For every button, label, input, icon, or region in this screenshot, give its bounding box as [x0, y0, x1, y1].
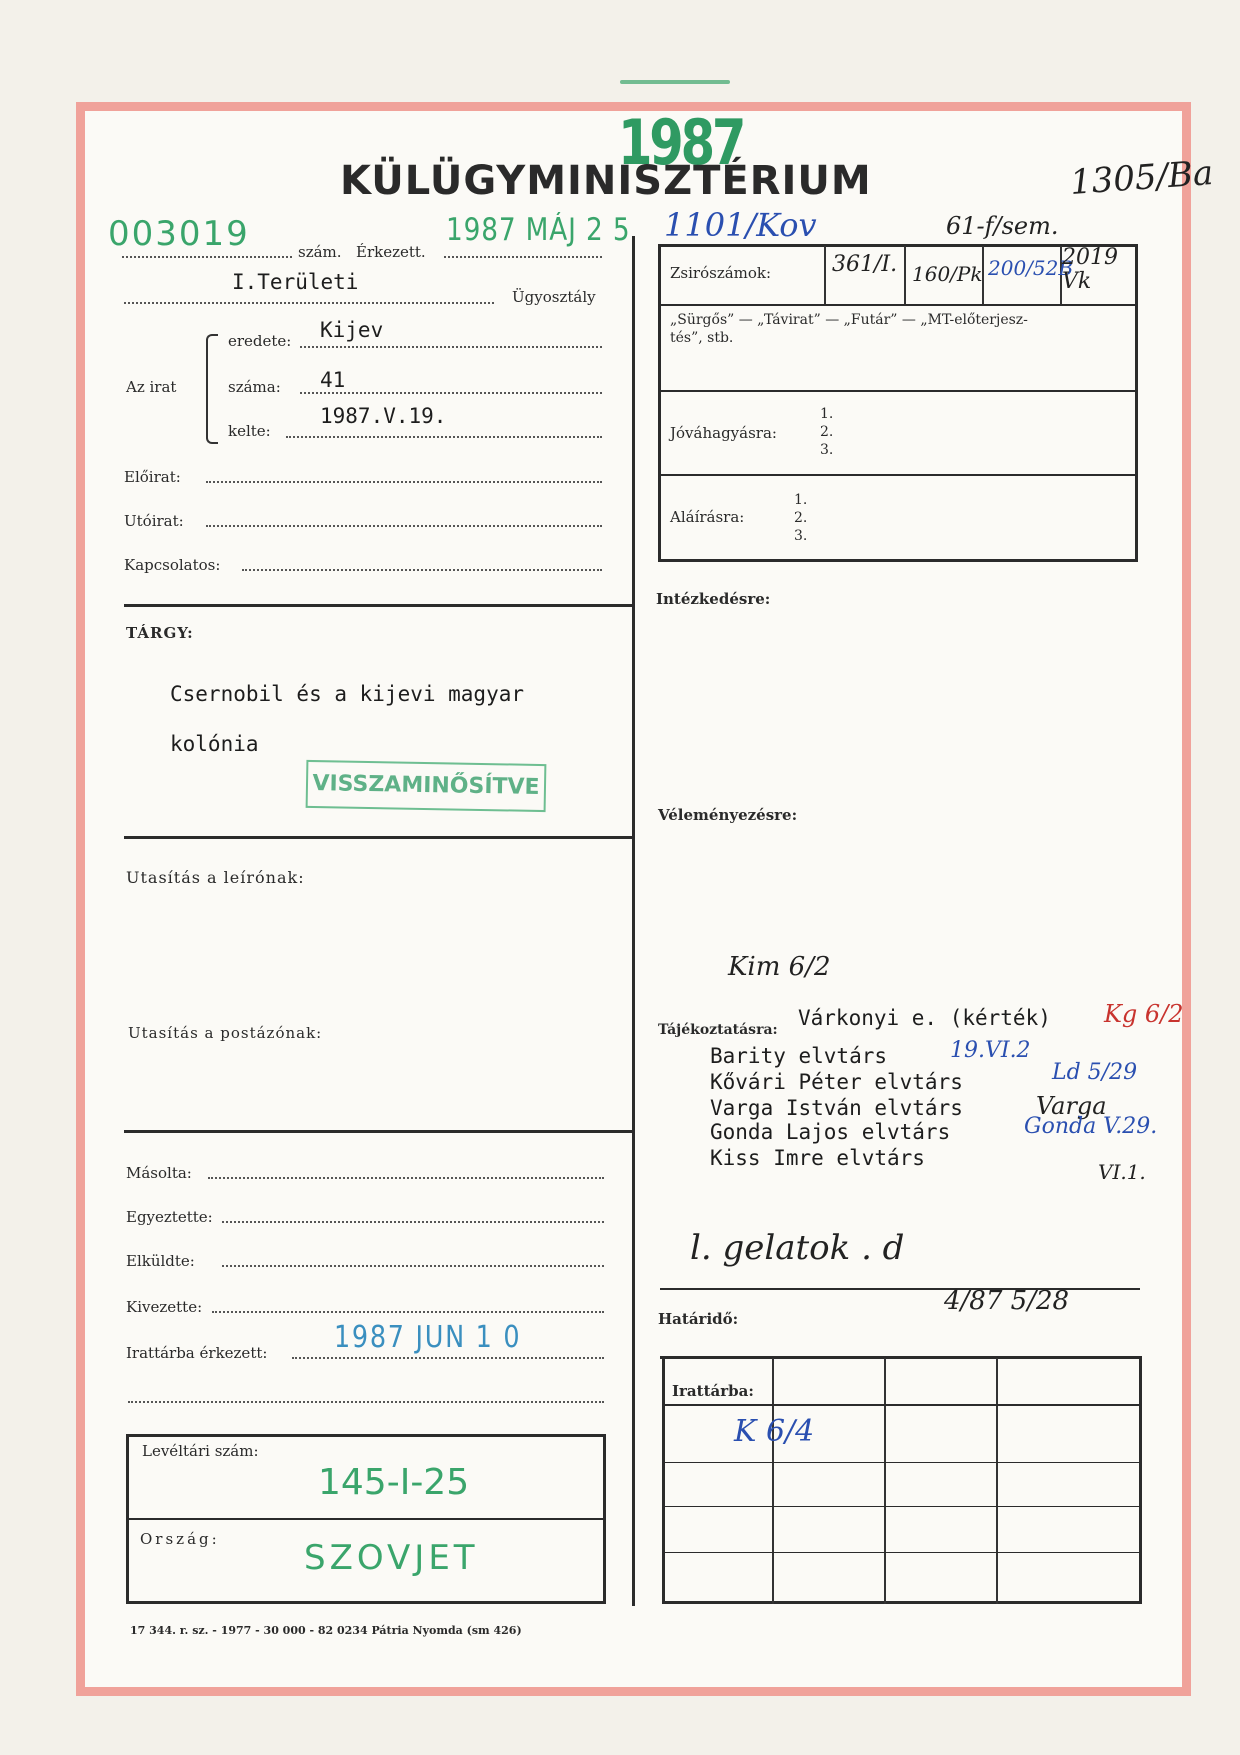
irattarba-row-4 [664, 1552, 1140, 1553]
levéltari-value: 145-I-25 [318, 1462, 470, 1503]
arrival-date-stamp: 1987 MÁJ 2 5 [446, 212, 631, 248]
jovahagy-row-rule [660, 390, 1136, 392]
jovahagyasra-num-1: 1. [820, 406, 834, 422]
eloirat-label: Előirat: [124, 468, 181, 486]
recipient-5-note: Gonda V.29. [1024, 1114, 1158, 1139]
zsiro-cell-divider-2 [904, 246, 906, 304]
eredete-label: eredete: [228, 332, 292, 350]
jovahagyasra-num-3: 3. [820, 442, 834, 458]
orszag-label: Ország: [140, 1530, 220, 1548]
masolta-label: Másolta: [126, 1164, 192, 1182]
top-mark [620, 80, 730, 84]
irattarba-erkezett-label: Irattárba érkezett: [126, 1344, 268, 1362]
elkuldte-dots [222, 1265, 604, 1267]
handwritten-signature: l. gelatok . d [690, 1228, 905, 1268]
handwritten-date: 4/87 5/28 [944, 1286, 1070, 1316]
irattarba-date-stamp: 1987 JUN 1 0 [334, 1320, 522, 1355]
urgency-text-1: „Sürgős” — „Távirat” — „Futár” — „MT-előterjesz- [670, 312, 1028, 328]
velemenyezesre-label: Véleményezésre: [658, 806, 798, 824]
department-label: Ügyosztály [512, 288, 596, 306]
registration-dots [122, 256, 292, 258]
department-value: I.Területi [232, 270, 359, 294]
irattarba-label: Irattárba: [672, 1382, 754, 1400]
subject-line-2: kolónia [170, 732, 259, 756]
zsiro-value-4: 2019 Vk [1062, 245, 1118, 294]
recipient-4-name: Varga István elvtárs [710, 1096, 963, 1120]
az-irat-label: Az irat [126, 378, 177, 396]
utoirat-label: Utóirat: [124, 512, 184, 530]
zsiro-value-1: 361/I. [832, 252, 898, 277]
archive-divider [126, 1518, 606, 1520]
recipient-2-name: Barity elvtárs [710, 1044, 888, 1068]
kivezette-label: Kivezette: [126, 1298, 203, 1316]
declassified-stamp-text: VISSZAMINŐSÍTVE [312, 771, 540, 800]
intezkedesre-label: Intézkedésre: [656, 590, 771, 608]
subject-top-rule [124, 604, 632, 607]
alairas-row-rule [660, 474, 1136, 476]
recipient-2-note: 19.VI.2 [950, 1038, 1031, 1063]
year-stamp: 1987 [618, 106, 744, 179]
levéltari-label: Levéltári szám: [142, 1442, 259, 1460]
handwritten-ref-kov: 1101/Kov [664, 206, 817, 244]
ministry-title: KÜLÜGYMINISZTÉRIUM [340, 158, 872, 204]
tajekoztatasra-label: Tájékoztatásra: [658, 1022, 778, 1038]
utoirat-dots [206, 525, 602, 527]
jovahagyasra-label: Jóváhagyásra: [670, 424, 777, 442]
subject-line-1: Csernobil és a kijevi magyar [170, 682, 525, 706]
orszag-value: SZOVJET [304, 1538, 479, 1578]
recipient-4-note: Varga [1036, 1092, 1107, 1120]
eredete-value: Kijev [320, 318, 384, 342]
zsiro-cell-divider-1 [824, 246, 826, 304]
irattarba-hand-note: K 6/4 [734, 1414, 815, 1449]
subject-bottom-rule [124, 836, 632, 839]
recipient-1-name: Várkonyi e. (kérték) [798, 1006, 1051, 1030]
irattarba-row-3 [664, 1506, 1140, 1507]
zsiro-row-rule [660, 304, 1136, 306]
eloirat-dots [206, 481, 602, 483]
alairasra-label: Aláírásra: [670, 508, 745, 526]
print-info: 17 344. r. sz. - 1977 - 30 000 - 82 0234 Pátria Nyomda (sm 426) [130, 1624, 522, 1637]
recipient-6-note: VI.1. [1098, 1160, 1146, 1184]
extra-dots [128, 1401, 604, 1403]
alairasra-num-1: 1. [794, 492, 808, 508]
masolta-dots [208, 1177, 604, 1179]
eredete-dots [300, 346, 602, 348]
szama-label: száma: [228, 378, 281, 396]
kelte-value: 1987.V.19. [320, 404, 447, 428]
urgency-text-2: tés”, stb. [670, 330, 734, 346]
instructions-bottom-rule [124, 1130, 632, 1133]
leironak-label: Utasítás a leírónak: [126, 868, 305, 887]
recipient-3-name: Kővári Péter elvtárs [710, 1070, 963, 1094]
erkezett-dots [444, 256, 602, 258]
kelte-label: kelte: [228, 422, 271, 440]
irattarba-col-1 [772, 1358, 774, 1604]
alairasra-num-3: 3. [794, 528, 808, 544]
declassified-stamp [306, 760, 547, 812]
kapcsolatos-dots [242, 569, 602, 571]
szam-label: szám. [298, 243, 342, 261]
erkezett-label: Érkezett. [356, 243, 426, 261]
elkuldte-label: Elküldte: [126, 1252, 195, 1270]
kivezette-dots [212, 1311, 604, 1313]
recipient-5-name: Gonda Lajos elvtárs [710, 1120, 951, 1144]
szama-dots [300, 392, 602, 394]
postazonak-label: Utasítás a postázónak: [128, 1024, 323, 1042]
az-irat-bracket [206, 334, 218, 444]
egyeztette-dots [222, 1221, 604, 1223]
irattarba-row-1 [664, 1404, 1140, 1406]
department-dots [124, 302, 494, 304]
recipient-6-name: Kiss Imre elvtárs [710, 1146, 925, 1170]
registration-number: 003019 [108, 214, 250, 254]
zsiro-label: Zsirószámok: [670, 264, 772, 282]
center-divider [632, 236, 635, 1606]
recipient-3-note: Ld 5/29 [1052, 1060, 1138, 1085]
kapcsolatos-label: Kapcsolatos: [124, 556, 221, 574]
egyeztette-label: Egyeztette: [126, 1208, 213, 1226]
top-right-reference: 1305/Ba [1068, 153, 1215, 203]
irattarba-col-2 [884, 1358, 886, 1604]
jovahagyasra-num-2: 2. [820, 424, 834, 440]
hatarido-label: Határidő: [658, 1310, 739, 1328]
alairasra-num-2: 2. [794, 510, 808, 526]
zsiro-value-2: 160/Pk [912, 262, 983, 286]
kelte-dots [286, 436, 602, 438]
zsiro-value-3: 200/52B [988, 256, 1074, 280]
irattarba-erkezett-dots [292, 1357, 604, 1359]
hand-note-kim: Kim 6/2 [728, 952, 831, 982]
irattarba-col-3 [996, 1358, 998, 1604]
subject-label: TÁRGY: [126, 624, 194, 642]
recipient-1-note: Kg 6/2 [1104, 1000, 1184, 1028]
irattarba-row-2 [664, 1462, 1140, 1463]
top-right-note: 61-f/sem. [946, 212, 1059, 240]
szama-value: 41 [320, 368, 346, 392]
